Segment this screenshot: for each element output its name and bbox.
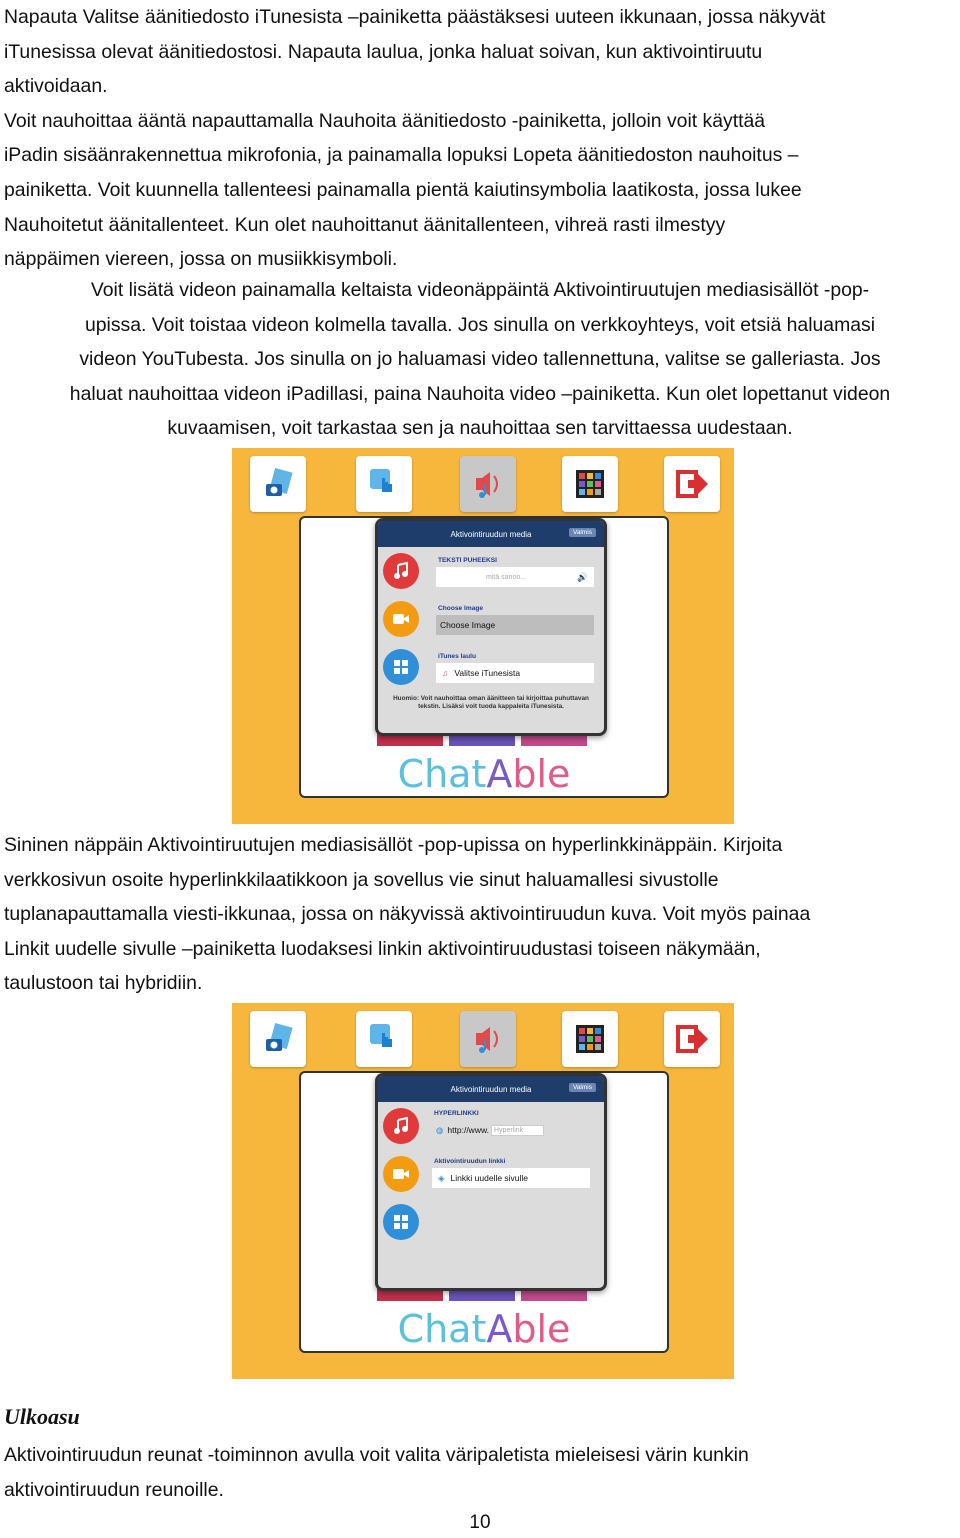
- link-new-page-button[interactable]: ◈ Linkki uudelle sivulle: [432, 1168, 590, 1188]
- text-line: Linkit uudelle sivulle –painiketta luodaksesi linkin aktivointiruudustasi toiseen näkymään,: [4, 937, 761, 960]
- text-line: Napauta Valitse äänitiedosto iTunesista –painiketta päästäksesi uuteen ikkunaan, jossa näkyvät: [4, 6, 826, 28]
- link-icon[interactable]: [383, 649, 419, 685]
- speaker-music-icon: [460, 456, 516, 512]
- popup-header: [378, 521, 604, 547]
- page-number: 10: [469, 1512, 491, 1533]
- hyperlink-popup: [375, 1073, 607, 1291]
- section-heading: Ulkoasu: [4, 1404, 80, 1429]
- camera-image-icon: [250, 1011, 306, 1067]
- popup-note: Huomio: Voit nauhoittaa oman äänitteen tai kirjoittaa puhuttavan tekstin. Lisäksi voit tuoda kappaleita iTunesista.: [393, 695, 589, 710]
- text-line: Voit lisätä videon painamalla keltaista videonäppäintä Aktivointiruutujen mediasisällöt -pop-: [90, 279, 870, 301]
- text-line: Sininen näppäin Aktivointiruutujen mediasisällöt -pop-upissa on hyperlinkkinäppäin. Kirjoita: [4, 834, 783, 856]
- itunes-note-icon: ♫: [442, 668, 449, 678]
- paragraph-hyperlink: [4, 828, 956, 1001]
- exit-icon: [664, 456, 720, 512]
- text-line: Nauhoitetut äänitallenteet. Kun olet nauhoittanut äänitallenteen, vihreä rasti ilmestyy: [4, 213, 726, 236]
- media-popup: [375, 518, 607, 736]
- speaker-icon[interactable]: 🔊: [577, 571, 588, 582]
- popup-title: Aktivointiruudun media: [450, 529, 532, 539]
- text-line: haluat nauhoittaa videon iPadillasi, paina Nauhoita video –painiketta. Kun olet lopettanut videon: [69, 382, 891, 405]
- text-line: tuplanapauttamalla viesti-ikkunaa, jossa on näkyvissä aktivointiruudun kuva. Voit myös painaa: [4, 903, 811, 926]
- text-line: upissa. Voit toistaa videon kolmella tavalla. Jos sinulla on verkkoyhteys, voit etsiä haluamasi: [84, 313, 876, 336]
- screenshot-media-popup: [232, 448, 734, 824]
- touch-hand-icon: [356, 456, 412, 512]
- text-line: Aktivointiruudun reunat -toiminnon avulla voit valita väripaletista mieleisesi värin kunkin: [4, 1444, 749, 1466]
- palette-grid-icon: [562, 456, 618, 512]
- video-icon[interactable]: [383, 1156, 419, 1192]
- hyperlink-input[interactable]: ◍ http://www. Hyperlink: [432, 1120, 582, 1140]
- choose-image-button[interactable]: Choose Image: [436, 615, 594, 635]
- camera-image-icon: [250, 456, 306, 512]
- globe-icon: ◍: [436, 1124, 444, 1135]
- paragraph-itunes-recording: [4, 0, 956, 277]
- text-line: aktivoidaan.: [4, 75, 108, 98]
- chatable-logo: ChatAble: [397, 1307, 571, 1351]
- text-line: painiketta. Voit kuunnella tallenteesi painamalla pientä kaiutinsymbolia laatikosta, jossa lukee: [4, 178, 802, 201]
- paragraph-video: [0, 273, 960, 446]
- music-icon[interactable]: [383, 1108, 419, 1144]
- link-new-page-icon: ◈: [438, 1172, 445, 1183]
- paragraph-layout: [4, 1438, 956, 1507]
- popup-title: Aktivointiruudun media: [450, 1084, 532, 1094]
- hyperlink-label: HYPERLINKKI: [434, 1110, 479, 1117]
- image-label: Choose Image: [438, 605, 484, 612]
- text-line: aktivointiruudun reunoille.: [4, 1478, 224, 1501]
- exit-icon: [664, 1011, 720, 1067]
- chatable-logo: ChatAble: [397, 752, 571, 796]
- text-line: videon YouTubesta. Jos sinulla on jo haluamasi video tallennettuna, valitse se galleriasta. Jos: [79, 348, 881, 371]
- tts-input[interactable]: mitä sanoo... 🔊: [436, 567, 594, 587]
- speaker-music-icon: [460, 1011, 516, 1067]
- video-icon[interactable]: [383, 601, 419, 637]
- music-icon[interactable]: [383, 553, 419, 589]
- text-line: iPadin sisäänrakennettua mikrofonia, ja painamalla lopuksi Lopeta äänitiedoston nauhoitus –: [4, 144, 799, 167]
- text-line: iTunesissa olevat äänitiedostosi. Napauta laulua, jonka haluat soivan, kun aktivointiruutu: [4, 40, 763, 63]
- touch-hand-icon: [356, 1011, 412, 1067]
- text-line: verkkosivun osoite hyperlinkkilaatikkoon ja sovellus vie sinut haluamallesi sivustolle: [4, 868, 719, 891]
- itunes-label: iTunes laulu: [438, 653, 476, 660]
- text-line: Voit nauhoittaa ääntä napauttamalla Nauhoita äänitiedosto -painiketta, jolloin voit käyttää: [4, 109, 766, 132]
- link-icon[interactable]: [383, 1204, 419, 1240]
- tts-label: TEKSTI PUHEEKSI: [438, 557, 497, 564]
- screenshot-hyperlink-popup: [232, 1003, 734, 1379]
- text-line: näppäimen viereen, jossa on musiikkisymboli.: [4, 248, 398, 271]
- popup-header: [378, 1076, 604, 1102]
- done-button[interactable]: Valmis: [569, 1083, 596, 1092]
- text-line: kuvaamisen, voit tarkastaa sen ja nauhoittaa sen tarvittaessa uudestaan.: [167, 417, 793, 440]
- palette-grid-icon: [562, 1011, 618, 1067]
- itunes-button[interactable]: ♫ Valitse iTunesista: [436, 663, 594, 683]
- board-link-label: Aktivointiruudun linkki: [434, 1158, 506, 1165]
- text-line: taulustoon tai hybridiin.: [4, 972, 203, 995]
- done-button[interactable]: Valmis: [569, 528, 596, 537]
